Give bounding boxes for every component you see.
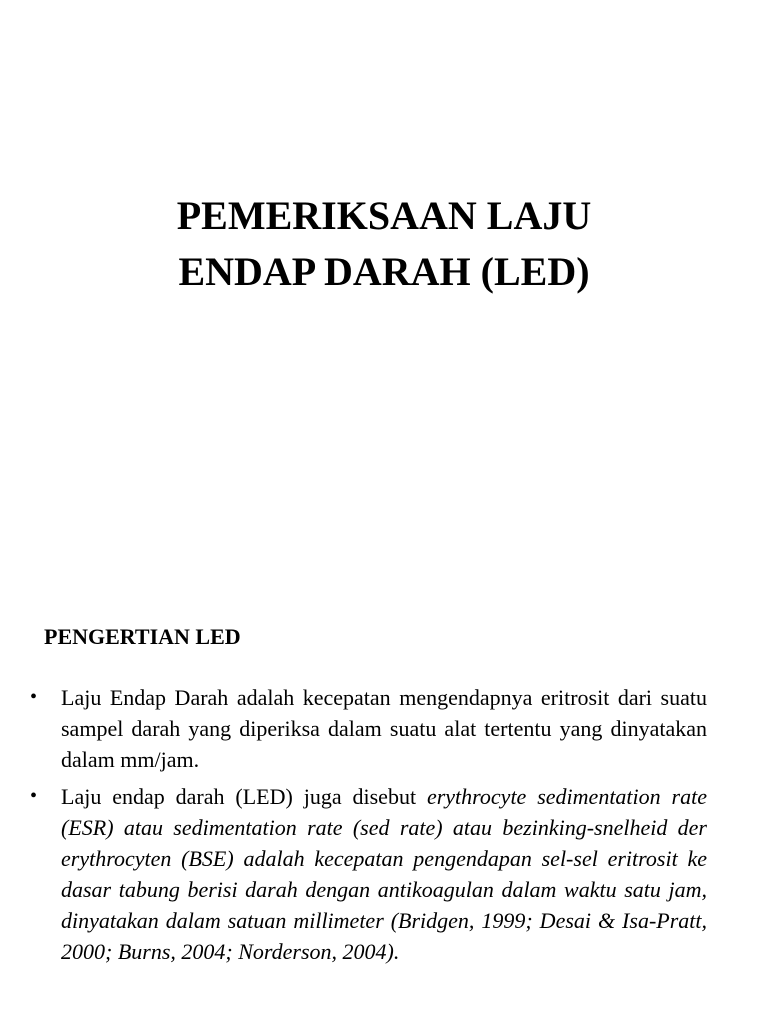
bullet-icon: • [30,686,38,708]
bullet-text-italic: erythrocyte sedimentation rate (ESR) atau sedimentation rate (sed rate) atau bezinking-snelheid der erythrocyten (BSE) adalah kecepatan pengendapan sel-sel eritrosit ke dasar tabung berisi darah dengan antikoagulan dalam waktu satu jam, dinyatakan dalam satuan millimeter (Bridgen, 1999; Desai & Isa-Pratt, 2000; Burns, 2004; Norderson, 2004). [61,784,707,964]
slide-title-line-2: ENDAP DARAH (LED) [178,249,590,294]
bullet-item-synonyms [30,781,707,967]
bullet-text: Laju Endap Darah adalah kecepatan mengendapnya eritrosit dari suatu sampel darah yang diperiksa dalam suatu alat tertentu yang dinyatakan dalam mm/jam. [61,685,707,772]
bullet-list [30,682,707,973]
slide-title-line-1: PEMERIKSAAN LAJU [176,193,592,238]
slide-title [0,188,768,300]
bullet-item-definition [30,682,707,775]
bullet-icon: • [30,785,38,807]
bullet-text-normal: Laju endap darah (LED) juga disebut [61,784,427,809]
definition-slide [0,512,768,1024]
section-heading: PENGERTIAN LED [44,624,241,649]
